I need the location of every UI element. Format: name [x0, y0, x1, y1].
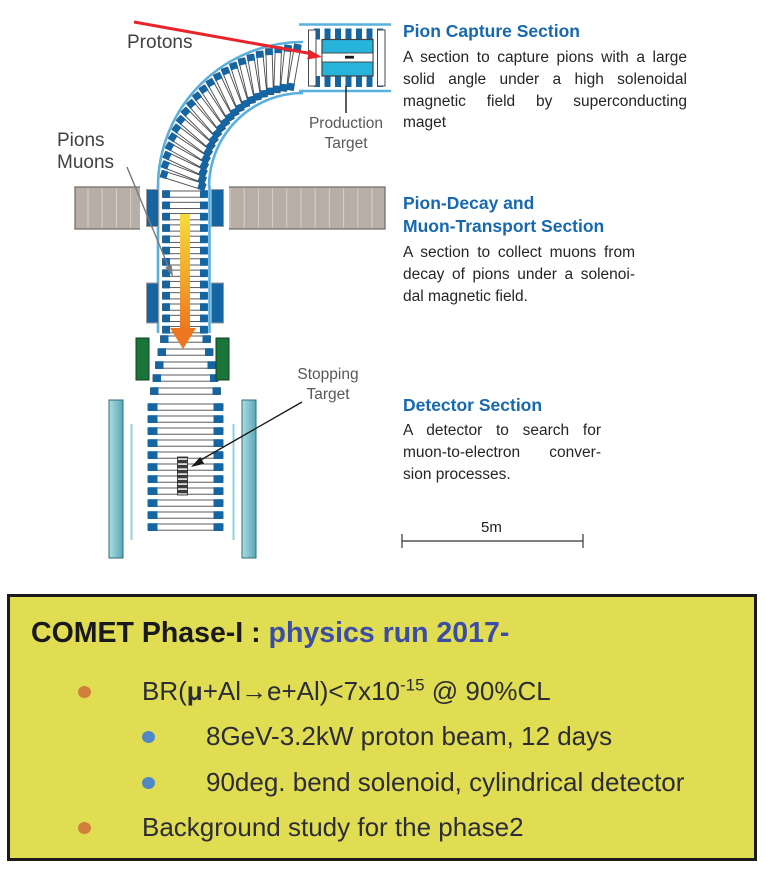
scale-bar: [402, 534, 583, 548]
orange-bullet-icon: [78, 822, 91, 834]
panel-title-blue: physics run 2017-: [268, 617, 510, 649]
capture-endplate-right: [378, 30, 386, 86]
blue-bullet-icon: [142, 731, 155, 743]
bullet-row-background: [78, 811, 524, 843]
panel-title: [31, 617, 509, 650]
wall-coil-left: [147, 190, 159, 227]
bullet-row-solenoid: [142, 766, 684, 798]
detector-shield-right: [242, 400, 256, 558]
section-body-detector: A detector to search for muon-to-electron conver- sion processes.: [403, 422, 601, 483]
section-title-muon-transport: Pion-Decay and Muon-Transport Section: [403, 193, 605, 236]
bullet-text-br: [142, 676, 551, 706]
blue-bullet-icon: [142, 777, 155, 789]
pions-muons-label: Pions Muons: [57, 130, 115, 173]
section-title-pion-capture: Pion Capture Section: [403, 21, 580, 41]
muon-beam-arrow-shaft: [180, 214, 190, 330]
br-pre: BR(: [142, 676, 187, 706]
green-magnet-left: [136, 338, 149, 380]
section-body-muon-transport: A section to collect muons from decay of pions under a solenoi- dal magnetic field.: [403, 244, 635, 305]
shield-wall-joints: [88, 189, 372, 228]
br-exponent: -15: [400, 675, 425, 695]
mid-coil-right: [212, 283, 224, 323]
stopping-target: [178, 457, 188, 495]
mid-coil-left: [147, 283, 159, 323]
panel-title-black: COMET Phase-I :: [31, 617, 269, 649]
summary-panel: [7, 594, 757, 861]
br-mid: +Al→e+Al)<7x10: [202, 676, 400, 706]
production-target: [345, 56, 354, 59]
section-title-detector: Detector Section: [403, 395, 543, 415]
detector-shield-left: [109, 400, 123, 558]
orange-bullet-icon: [78, 686, 91, 698]
br-mu: μ: [186, 676, 203, 706]
bullet-text-solenoid: 90deg. bend solenoid, cylindrical detector: [206, 767, 685, 797]
wall-coil-right: [212, 190, 224, 227]
bullet-row-br: [78, 675, 551, 707]
section-body-pion-capture: A section to capture pions with a large solid angle under a high solenoidal magnetic field by superconducting maget: [403, 49, 687, 132]
br-post: @ 90%CL: [424, 676, 551, 706]
bend-solenoid-coils: [160, 44, 302, 191]
bullet-text-background: Background study for the phase2: [142, 812, 524, 842]
production-target-label: Production Target: [308, 115, 384, 152]
scale-label: 5m: [481, 519, 502, 536]
protons-label: Protons: [127, 32, 193, 53]
bullet-text-beam: 8GeV-3.2kW proton beam, 12 days: [206, 721, 613, 751]
green-magnet-right: [216, 338, 229, 380]
bullet-row-beam: [142, 720, 612, 752]
stopping-target-label: Stopping Target: [297, 366, 359, 403]
